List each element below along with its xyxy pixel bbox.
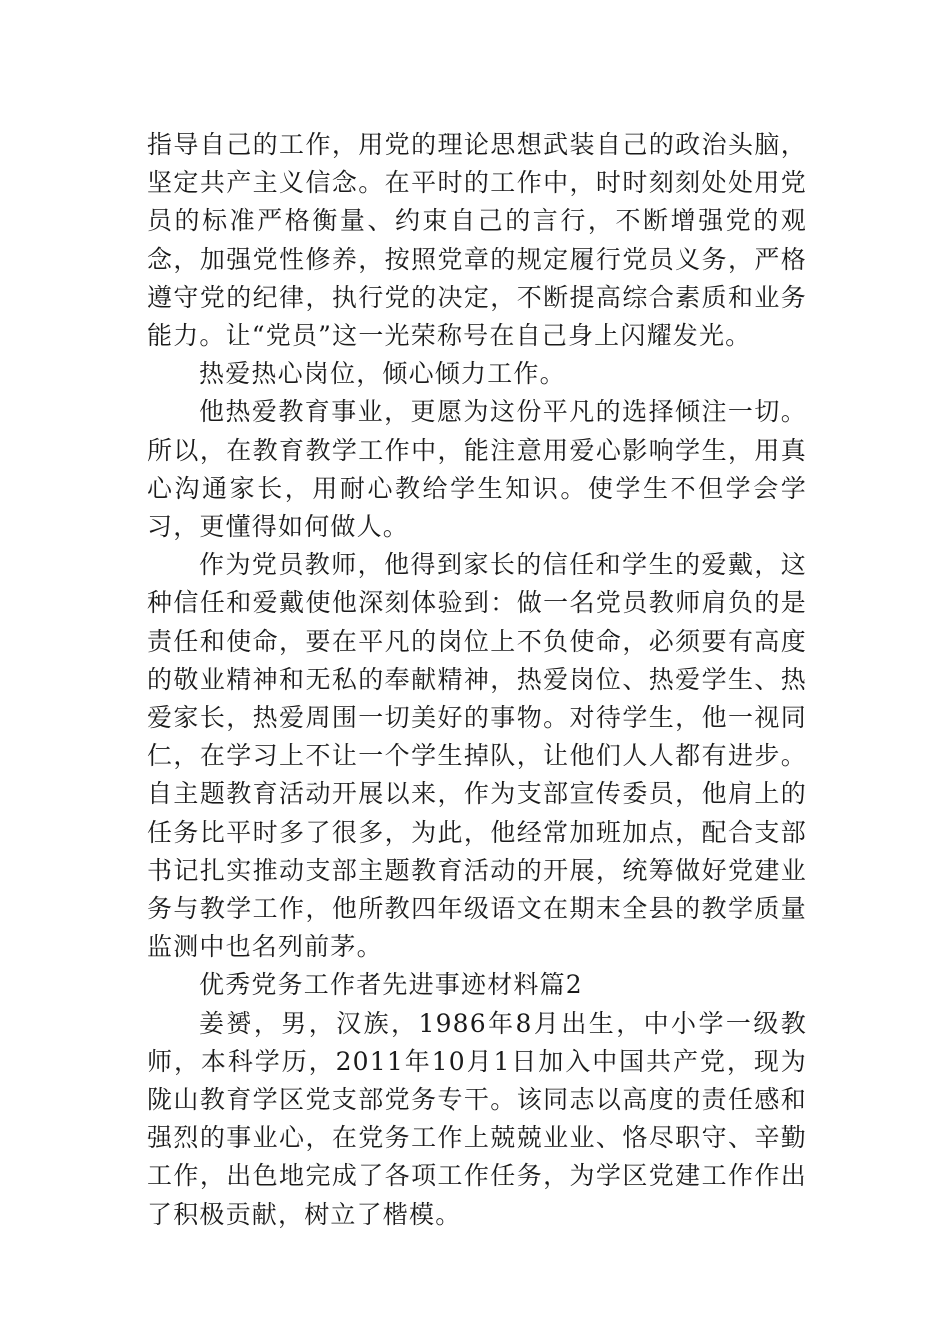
paragraph-continuation: 指导自己的工作，用党的理论思想武装自己的政治头脑，坚定共产主义信念。在平时的工作中，时时刻刻处处用党员的标准严格衡量、约束自己的言行，不断增强党的观念，加强党性修养，按照党章的规定履行党员义务，严格遵守党的纪律，执行党的决定，不断提高综合素质和业务能力。让“党员”这一光荣称号在自己身上闪耀发光。: [147, 130, 807, 351]
paragraph-party-teacher: 作为党员教师，他得到家长的信任和学生的爱戴，这种信任和爱戴使他深刻体验到：做一名党员教师肩负的是责任和使命，要在平凡的岗位上不负使命，必须要有高度的敬业精神和无私的奉献精神，热爱岗位、热爱学生、热爱家长，热爱周围一切美好的事物。对待学生，他一视同仁，在学习上不让一个学生掉队，让他们人人都有进步。自主题教育活动开展以来，作为支部宣传委员，他肩上的任务比平时多了很多，为此，他经常加班加点，配合支部书记扎实推动支部主题教育活动的开展，统筹做好党建业务与教学工作，他所教四年级语文在期末全县的教学质量监测中也名列前茅。: [147, 550, 807, 962]
document-body: [147, 126, 807, 1234]
section-title-part-2: 优秀党务工作者先进事迹材料篇2: [199, 970, 583, 1000]
paragraph-profile: 姜赟，男，汉族，1986年8月出生，中小学一级教师，本科学历，2011年10月1日加入中国共产党，现为陇山教育学区党支部党务专干。该同志以高度的责任感和强烈的事业心，在党务工作上兢兢业业、恪尽职守、辛勤工作，出色地完成了各项工作任务，为学区党建工作作出了积极贡献，树立了楷模。: [147, 1008, 807, 1229]
paragraph-education-career: 他热爱教育事业，更愿为这份平凡的选择倾注一切。所以，在教育教学工作中，能注意用爱心影响学生，用真心沟通家长，用耐心教给学生知识。使学生不但学会学习，更懂得如何做人。: [147, 397, 807, 542]
paragraph-heading-love-post: 热爱热心岗位，倾心倾力工作。: [199, 359, 566, 389]
